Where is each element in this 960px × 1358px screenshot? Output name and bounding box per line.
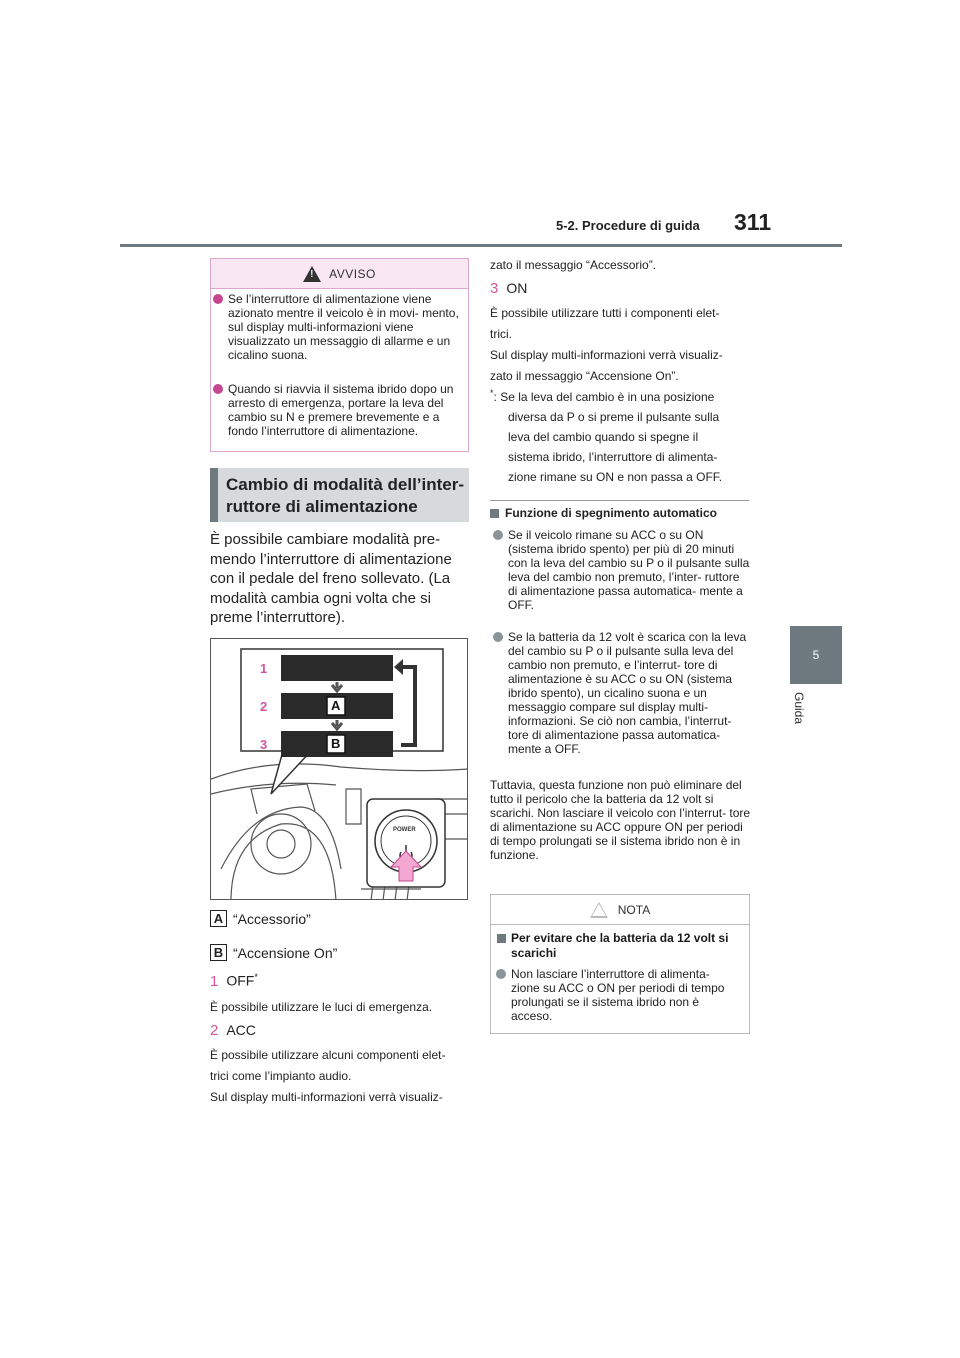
- diagram-step-3: 3: [260, 737, 268, 752]
- square-bullet-icon: [497, 934, 506, 943]
- intro-paragraph: È possibile cambiare modalità pre- mendo l’interruttore di alimentazione con il pedale del freno sollevato. (La modalità cambia ogni volta che si preme l’interruttore).: [210, 531, 452, 626]
- warning-icon: [303, 266, 321, 282]
- bullet-icon: [213, 294, 223, 304]
- caption-a: A “Accessorio”: [210, 910, 311, 927]
- diagram-key-a: A: [331, 698, 341, 713]
- chapter-label: Guida: [792, 692, 806, 725]
- key-badge: A: [210, 910, 227, 927]
- power-switch-diagram: [210, 638, 468, 900]
- mode-2-desc: È possibile utilizzare alcuni componenti elet- trici come l’impianto audio. Sul display multi-informazioni verrà visualiz-: [210, 1048, 446, 1104]
- mode-3: 3 ON: [490, 280, 528, 297]
- header-divider: [120, 244, 842, 247]
- note-title: NOTA: [617, 902, 651, 917]
- note-box: [490, 894, 750, 1034]
- auto-off-item: Se la batteria da 12 volt è scarica con la leva del cambio su P o il pulsante sulla leva del cambio non premuto, e l’interrut- tore di alimentazione è su ACC o su ON (sistema ibrido spento), un cicalino suona e un messaggio compare sul display multi- informazioni. Se ciò non cambia, l’interrut- tore di alimentazione passa automatica- mente a OFF.: [490, 630, 752, 756]
- key-badge: B: [210, 944, 227, 961]
- note-icon: [590, 902, 608, 918]
- bullet-icon: [213, 384, 223, 394]
- note-subtitle: Per evitare che la batteria da 12 volt si scarichi: [491, 925, 749, 961]
- diagram-key-b: B: [331, 736, 341, 751]
- note-item: Non lasciare l’interruttore di alimenta- zione su ACC o ON per periodi di tempo prolungati se il sistema ibrido non è acceso.: [493, 967, 741, 1023]
- auto-off-heading: Funzione di spegnimento automatico: [490, 500, 749, 520]
- square-bullet-icon: [490, 509, 499, 518]
- diagram-step-2: 2: [260, 699, 268, 714]
- warning-item: Se l’interruttore di alimentazione viene azionato mentre il veicolo è in movi- mento, sul display multi-informazioni viene visualizzato un messaggio di allarme e un cicalino suona.: [210, 292, 460, 362]
- warning-item: Quando si riavvia il sistema ibrido dopo un arresto di emergenza, portare la leva del cambio su N e premere brevemente e a fondo l’interruttore di alimentazione.: [210, 382, 460, 438]
- section-heading: Cambio di modalità dell’inter- ruttore di alimentazione: [210, 468, 469, 522]
- diagram-illustration: [211, 639, 468, 900]
- page-number: 311: [734, 209, 772, 235]
- note-header: [491, 895, 749, 925]
- bullet-icon: [493, 530, 503, 540]
- mode-1: 1 OFF*: [210, 972, 258, 990]
- chapter-tab[interactable]: 5: [790, 626, 842, 684]
- caption-b: B “Accensione On”: [210, 944, 337, 961]
- bullet-icon: [493, 632, 503, 642]
- bullet-icon: [496, 969, 506, 979]
- warning-header: [211, 259, 468, 289]
- diagram-step-1: 1: [260, 661, 268, 676]
- auto-off-note: Tuttavia, questa funzione non può eliminare del tutto il pericolo che la batteria da 12 volt si scarichi. Non lasciare il veicolo con l’interrut- tore di alimentazione su ACC oppure ON per periodi di tempo prolungati se il sistema ibrido non è in funzione.: [490, 778, 751, 862]
- mode-2: 2 ACC: [210, 1022, 256, 1039]
- mode-1-desc: È possibile utilizzare le luci di emergenza.: [210, 1000, 433, 1014]
- power-button-label: POWER: [393, 827, 416, 833]
- auto-off-item: Se il veicolo rimane su ACC o su ON (sistema ibrido spento) per più di 20 minuti con la leva del cambio su P o il pulsante sulla leva del cambio non premuto, l’inter- ruttore di alimentazione passa automatica- mente a OFF.: [490, 528, 752, 612]
- continued-text: zato il messaggio “Accessorio”.: [490, 258, 657, 272]
- warning-title: AVVISO: [329, 266, 376, 281]
- section-title: 5-2. Procedure di guida: [556, 218, 700, 233]
- footnote: *: Se la leva del cambio è in una posizione diversa da P o si preme il pulsante sulla leva del cambio quando si spegne il sistema ibrido, l’interruttore di alimenta- zione rimane su ON e non passa a OFF.: [490, 388, 723, 484]
- mode-3-desc: È possibile utilizzare tutti i componenti elet- trici. Sul display multi-informazioni verrà visualiz- zato il messaggio “Accensione On”.: [490, 306, 723, 383]
